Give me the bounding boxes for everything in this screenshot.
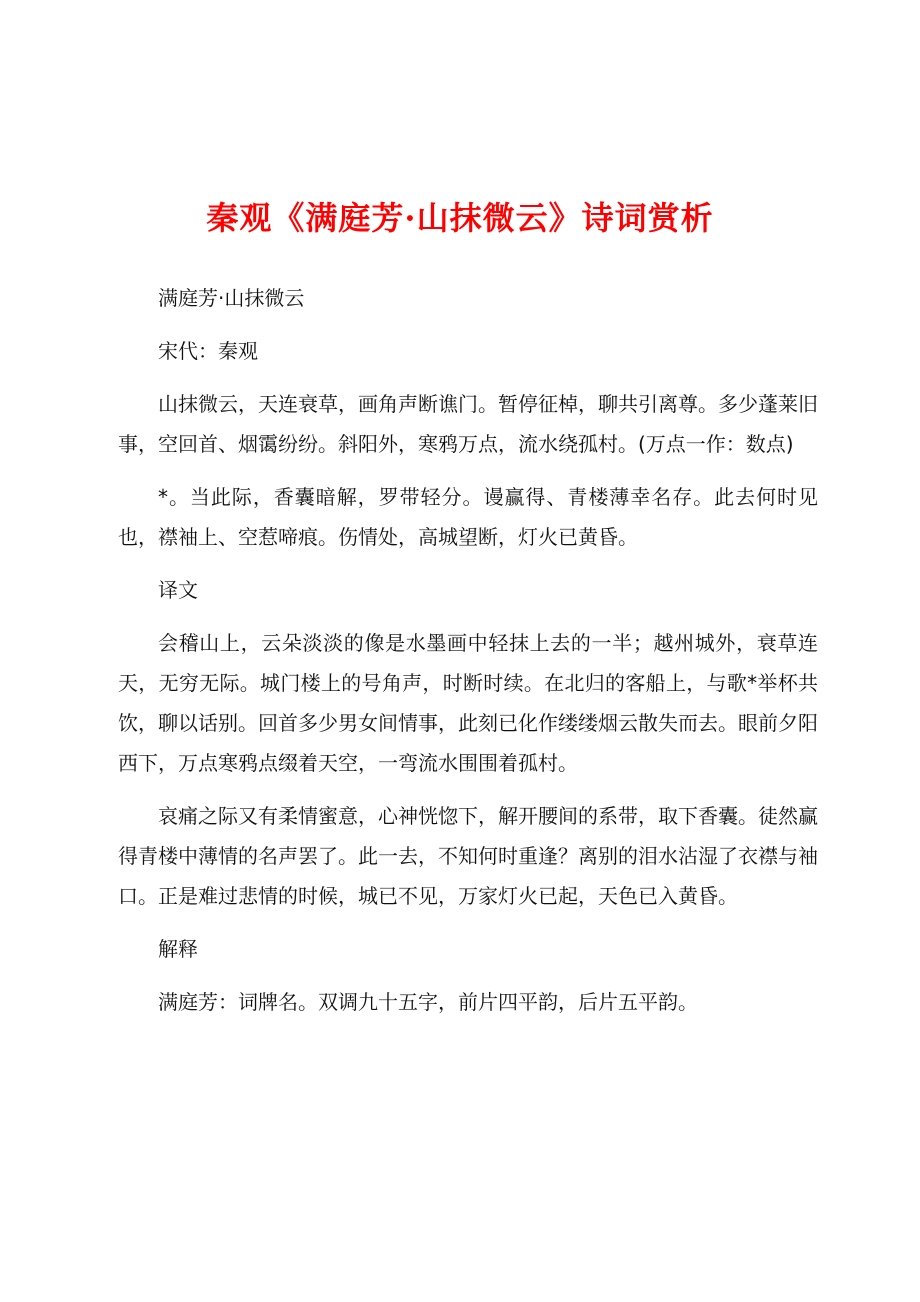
section-heading-notes: 解释 [158, 937, 198, 961]
document-body [118, 278, 818, 1035]
section-heading-translation: 译文 [158, 578, 198, 602]
translation-paragraph-2: 哀痛之际又有柔情蜜意，心神恍惚下，解开腰间的系带，取下香囊。徒然赢得青楼中薄情的名声罢了。此一去，不知何时重逢？离别的泪水沾湿了衣襟与袖口。正是难过悲情的时候，城已不见，万家灯火已起，天色已入黄昏。 [118, 804, 818, 908]
translation-paragraph-1: 会稽山上，云朵淡淡的像是水墨画中轻抹上去的一半；越州城外，衰草连天，无穷无际。城门楼上的号角声，时断时续。在北归的客船上，与歌*举杯共饮，聊以话别。回首多少男女间情事，此刻已化作缕缕烟云散失而去。眼前夕阳西下，万点寒鸦点缀着天空，一弯流水围围着孤村。 [118, 631, 818, 775]
poem-stanza-2: *。当此际，香囊暗解，罗带轻分。谩赢得、青楼薄幸名存。此去何时见也，襟袖上、空惹啼痕。伤情处，高城望断，灯火已黄昏。 [118, 485, 818, 549]
poem-stanza-1: 山抹微云，天连衰草，画角声断谯门。暂停征棹，聊共引离尊。多少蓬莱旧事，空回首、烟霭纷纷。斜阳外，寒鸦万点，流水绕孤村。(万点一作：数点) [118, 392, 818, 456]
poem-title: 满庭芳·山抹微云 [158, 286, 305, 310]
document-title: 秦观《满庭芳·山抹微云》诗词赏析 [206, 199, 714, 237]
poem-author: 宋代：秦观 [158, 339, 258, 363]
note-paragraph-1: 满庭芳：词牌名。双调九十五字，前片四平韵，后片五平韵。 [158, 990, 698, 1014]
